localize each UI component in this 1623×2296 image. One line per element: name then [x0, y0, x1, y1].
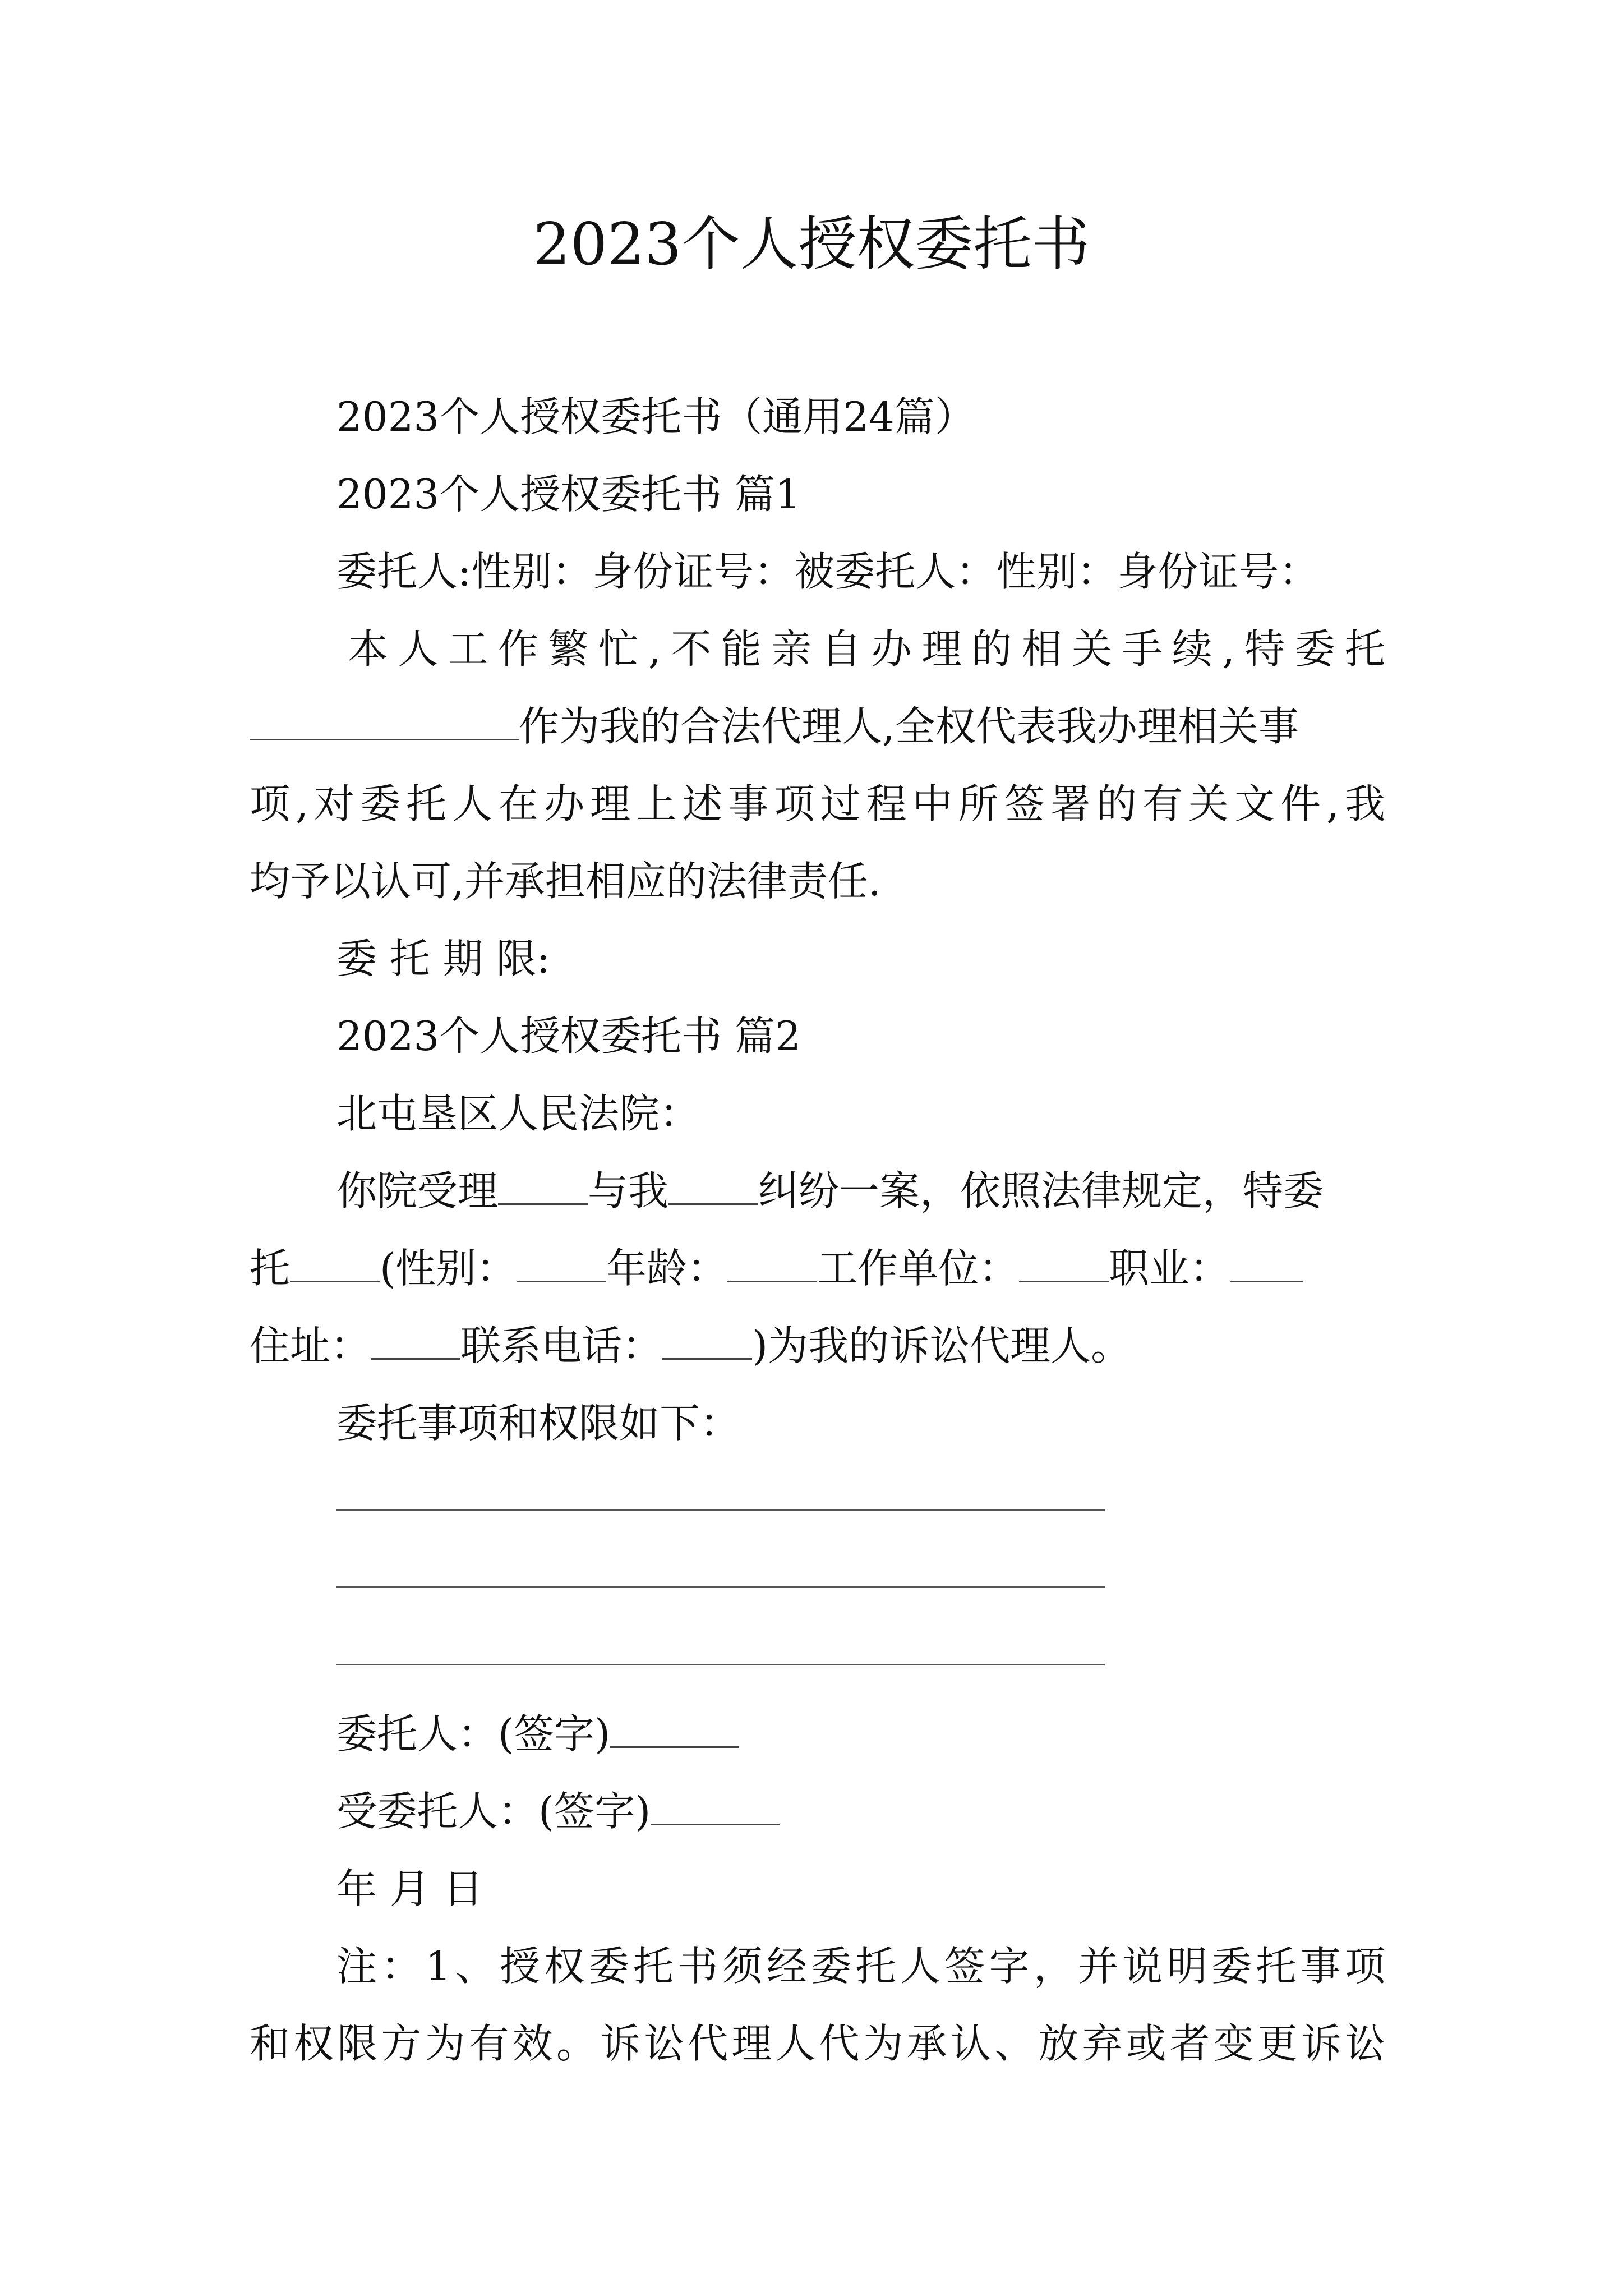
paragraph-line [250, 696, 1385, 757]
paragraph-text: (性别： [380, 1245, 517, 1292]
paragraph-text: 年龄： [606, 1245, 728, 1292]
note-line: 注：1、授权委托书须经委托人签字，并说明委托事项 [336, 1943, 1385, 1990]
paragraph-text: 联系电话： [460, 1322, 663, 1369]
paragraph-text: 纠纷一案，依照法律规定，特委 [758, 1167, 1324, 1214]
date-line: 年 月 日 [336, 1865, 483, 1912]
section-heading-1: 2023个人授权委托书 篇1 [336, 471, 801, 518]
subtitle-line: 2023个人授权委托书（通用24篇） [336, 393, 975, 440]
addressee-line: 北屯垦区人民法院： [336, 1090, 700, 1137]
note-line: 和权限方为有效。诉讼代理人代为承认、放弃或者变更诉讼 [250, 2020, 1385, 2067]
signature-blank [651, 1784, 780, 1825]
paragraph-text: )为我的诉讼代理人。 [752, 1322, 1132, 1369]
fill-in-blank [1019, 1241, 1109, 1282]
paragraph-line [250, 1315, 1131, 1377]
section-heading-2: 2023个人授权委托书 篇2 [336, 1013, 801, 1060]
signature-blank [610, 1707, 739, 1748]
paragraph-line: 项,对委托人在办理上述事项过程中所签署的有关文件,我 [250, 780, 1385, 827]
fill-in-blank [371, 1319, 460, 1360]
fill-in-blank [727, 1241, 817, 1282]
blank-rule-line [336, 1664, 1105, 1665]
signature-line [336, 1780, 780, 1842]
signature-label: 委托人：(签字) [336, 1710, 611, 1757]
paragraph-text: 作为我的合法代理人,全权代表我办理相关事 [519, 703, 1299, 750]
fill-in-blank [250, 700, 519, 740]
paragraph-line: 本人工作繁忙,不能亲自办理的相关手续,特委托 [348, 625, 1385, 673]
signature-line [336, 1703, 739, 1765]
fill-in-blank [1230, 1241, 1303, 1282]
document-title: 2023个人授权委托书 [533, 210, 1090, 278]
paragraph-text: 你院受理 [336, 1167, 499, 1214]
fill-in-blank [498, 1164, 588, 1205]
fill-in-blank [662, 1319, 752, 1360]
paragraph-text: 住址： [250, 1322, 371, 1369]
paragraph-text: 与我 [588, 1167, 669, 1214]
paragraph-line: 委托人:性别：身份证号：被委托人：性别：身份证号： [336, 548, 1320, 595]
fill-in-blank [517, 1241, 606, 1282]
fill-in-blank [668, 1164, 758, 1205]
blank-rule-line [336, 1586, 1105, 1588]
paragraph-line: 均予以认可,并承担相应的法律责任. [250, 858, 881, 905]
paragraph-line: 委托事项和权限如下： [336, 1400, 741, 1447]
paragraph-line: 委 托 期 限: [336, 935, 550, 982]
blank-rule-line [336, 1509, 1105, 1511]
paragraph-text: 工作单位： [817, 1245, 1020, 1292]
fill-in-blank [290, 1241, 380, 1282]
paragraph-text: 托 [250, 1245, 291, 1292]
paragraph-text: 职业： [1109, 1245, 1230, 1292]
paragraph-line [336, 1160, 1324, 1222]
paragraph-line [250, 1237, 1303, 1299]
signature-label: 受委托人：(签字) [336, 1788, 651, 1835]
